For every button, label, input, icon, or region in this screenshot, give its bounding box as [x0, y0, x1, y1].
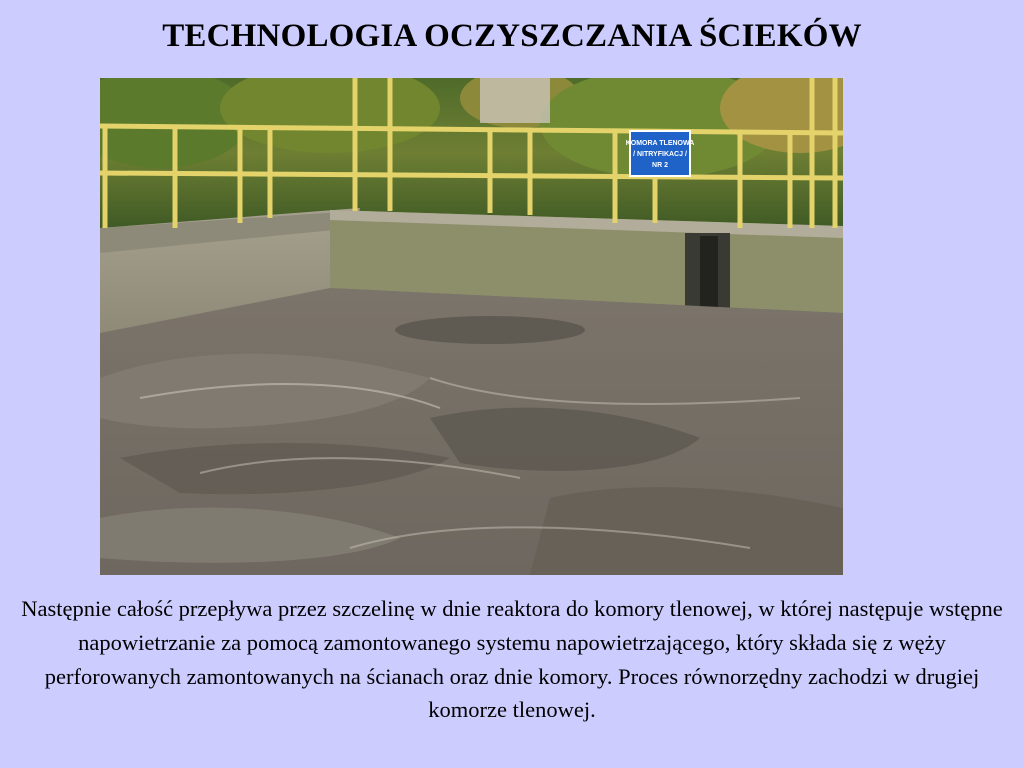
sign-line-1: KOMORA TLENOWA [625, 140, 695, 147]
wastewater-tank-photo [100, 78, 843, 575]
slide-caption: Następnie całość przepływa przez szczelinę w dnie reaktora do komory tlenowej, w której następuje wstępne napowietrzanie za pomocą zamontowanego systemu napowietrzającego, który składa się z węży perforowanych zamontowanych na ścianach oraz dnie komory. Proces równorzędny zachodzi w drugiej komorze tlenowej. [21, 596, 1003, 723]
background-trees [100, 78, 843, 228]
sign-line-2: / NITRYFIKACJ / [633, 151, 687, 158]
slide-title: TECHNOLOGIA OCZYSZCZANIA ŚCIEKÓW [162, 18, 862, 54]
water-surface [100, 288, 843, 575]
tank-sign [626, 131, 695, 176]
sign-line-3: NR 2 [652, 162, 668, 169]
